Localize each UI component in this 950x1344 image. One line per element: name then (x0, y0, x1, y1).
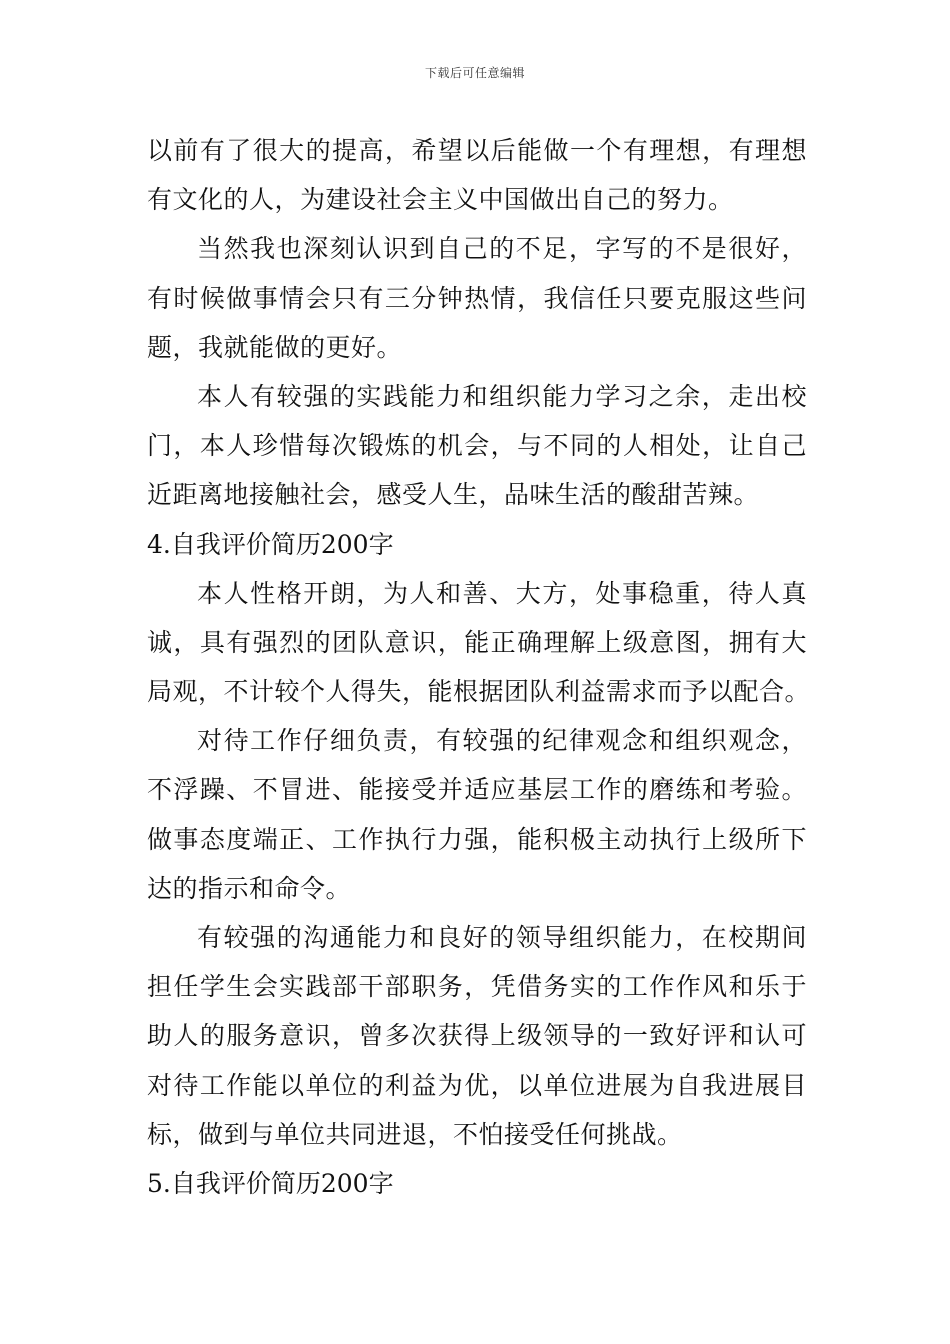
text-line: 题，我就能做的更好。 (147, 332, 403, 362)
text-line: 做事态度端正、工作执行力强，能积极主动执行上级所下 (147, 824, 807, 854)
document-body (147, 126, 811, 1208)
text-line: 担任学生会实践部干部职务，凭借务实的工作作风和乐于 (147, 972, 807, 1002)
paragraph (147, 224, 807, 372)
text-line: 本人性格开朗，为人和善、大方，处事稳重，待人真 (197, 578, 807, 608)
text-line: 本人有较强的实践能力和组织能力学习之余，走出校 (197, 381, 807, 411)
heading-text: 5.自我评价简历200字 (147, 1168, 394, 1198)
text-line: 标，做到与单位共同进退，不怕接受任何挑战。 (147, 1119, 683, 1149)
text-line: 对待工作仔细负责，有较强的纪律观念和组织观念， (197, 726, 807, 756)
text-line: 诚，具有强烈的团队意识，能正确理解上级意图，拥有大 (147, 627, 807, 657)
text-line: 当然我也深刻认识到自己的不足，字写的不是很好， (197, 234, 807, 264)
text-line: 有文化的人，为建设社会主义中国做出自己的努力。 (147, 185, 734, 215)
text-line: 近距离地接触社会，感受人生，品味生活的酸甜苦辣。 (147, 480, 760, 510)
text-line: 不浮躁、不冒进、能接受并适应基层工作的磨练和考验。 (147, 775, 807, 805)
paragraph (147, 913, 807, 1159)
heading-text: 4.自我评价简历200字 (147, 529, 394, 559)
paragraph (147, 126, 807, 224)
text-line: 门，本人珍惜每次锻炼的机会，与不同的人相处，让自己 (147, 431, 807, 461)
page-header-note: 下载后可任意编辑 (424, 66, 525, 80)
text-line: 有时候做事情会只有三分钟热情，我信任只要克服这些问 (147, 283, 807, 313)
text-line: 达的指示和命令。 (147, 873, 352, 903)
text-line: 有较强的沟通能力和良好的领导组织能力，在校期间 (197, 923, 807, 952)
text-line: 助人的服务意识，曾多次获得上级领导的一致好评和认可 (147, 1021, 807, 1051)
text-line: 以前有了很大的提高，希望以后能做一个有理想，有理想 (147, 136, 807, 165)
section-heading (147, 1159, 807, 1208)
paragraph (147, 372, 807, 520)
paragraph (147, 569, 811, 717)
paragraph (147, 716, 807, 913)
text-line: 局观，不计较个人得失，能根据团队利益需求而予以配合。 (147, 677, 811, 707)
text-line: 对待工作能以单位的利益为优，以单位进展为自我进展目 (147, 1070, 807, 1100)
section-heading (147, 520, 807, 569)
